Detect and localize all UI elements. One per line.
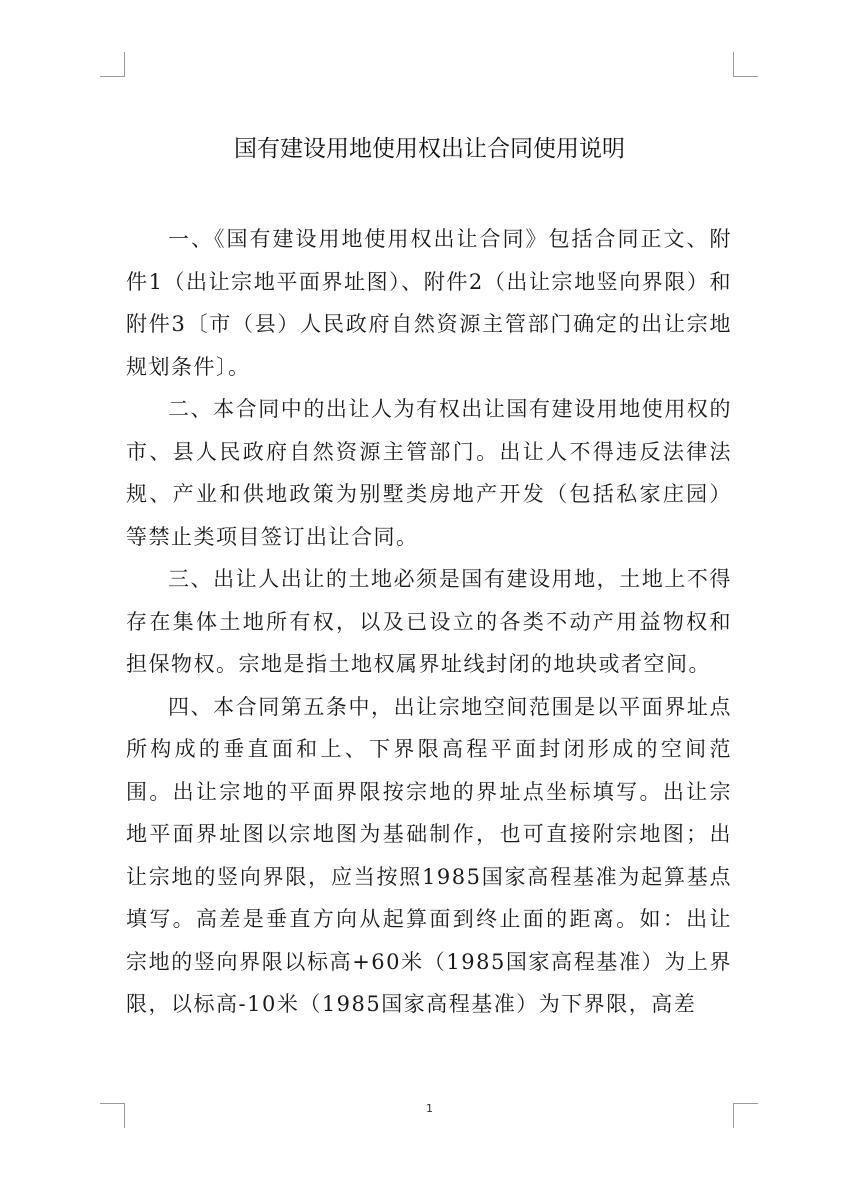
paragraph-1: 一、《国有建设用地使用权出让合同》包括合同正文、附件1（出让宗地平面界址图）、附件2（出让宗地竖向界限）和附件3〔市（县）人民政府自然资源主管部门确定的出让宗地规划条件〕。: [126, 227, 732, 379]
paragraph-2: 二、本合同中的出让人为有权出让国有建设用地使用权的市、县人民政府自然资源主管部门。出让人不得违反法律法规、产业和供地政策为别墅类房地产开发（包括私家庄园）等禁止类项目签订出让合同。: [126, 397, 732, 549]
crop-mark-top-right: [733, 52, 758, 77]
paragraph-4: 四、本合同第五条中，出让宗地空间范围是以平面界址点所构成的垂直面和上、下界限高程平面封闭形成的空间范围。出让宗地的平面界限按宗地的界址点坐标填写。出让宗地平面界址图以宗地图为基础制作，也可直接附宗地图；出让宗地的竖向界限，应当按照1985国家高程基准为起算基点填写。高差是垂直方向从起算面到终止面的距离。如：出让宗地的竖向界限以标高+60米（1985国家高程基准）为上界限，以标高-10米（1985国家高程基准）为下界限，高差: [126, 694, 732, 1016]
document-title: 国有建设用地使用权出让合同使用说明: [234, 136, 625, 162]
crop-mark-top-left: [100, 52, 125, 77]
paragraph-3: 三、出让人出让的土地必须是国有建设用地，土地上不得存在集体土地所有权，以及已设立的各类不动产用益物权和担保物权。宗地是指土地权属界址线封闭的地块或者空间。: [126, 567, 732, 676]
document-body: [126, 218, 732, 1026]
page-number: 1: [426, 1102, 433, 1115]
